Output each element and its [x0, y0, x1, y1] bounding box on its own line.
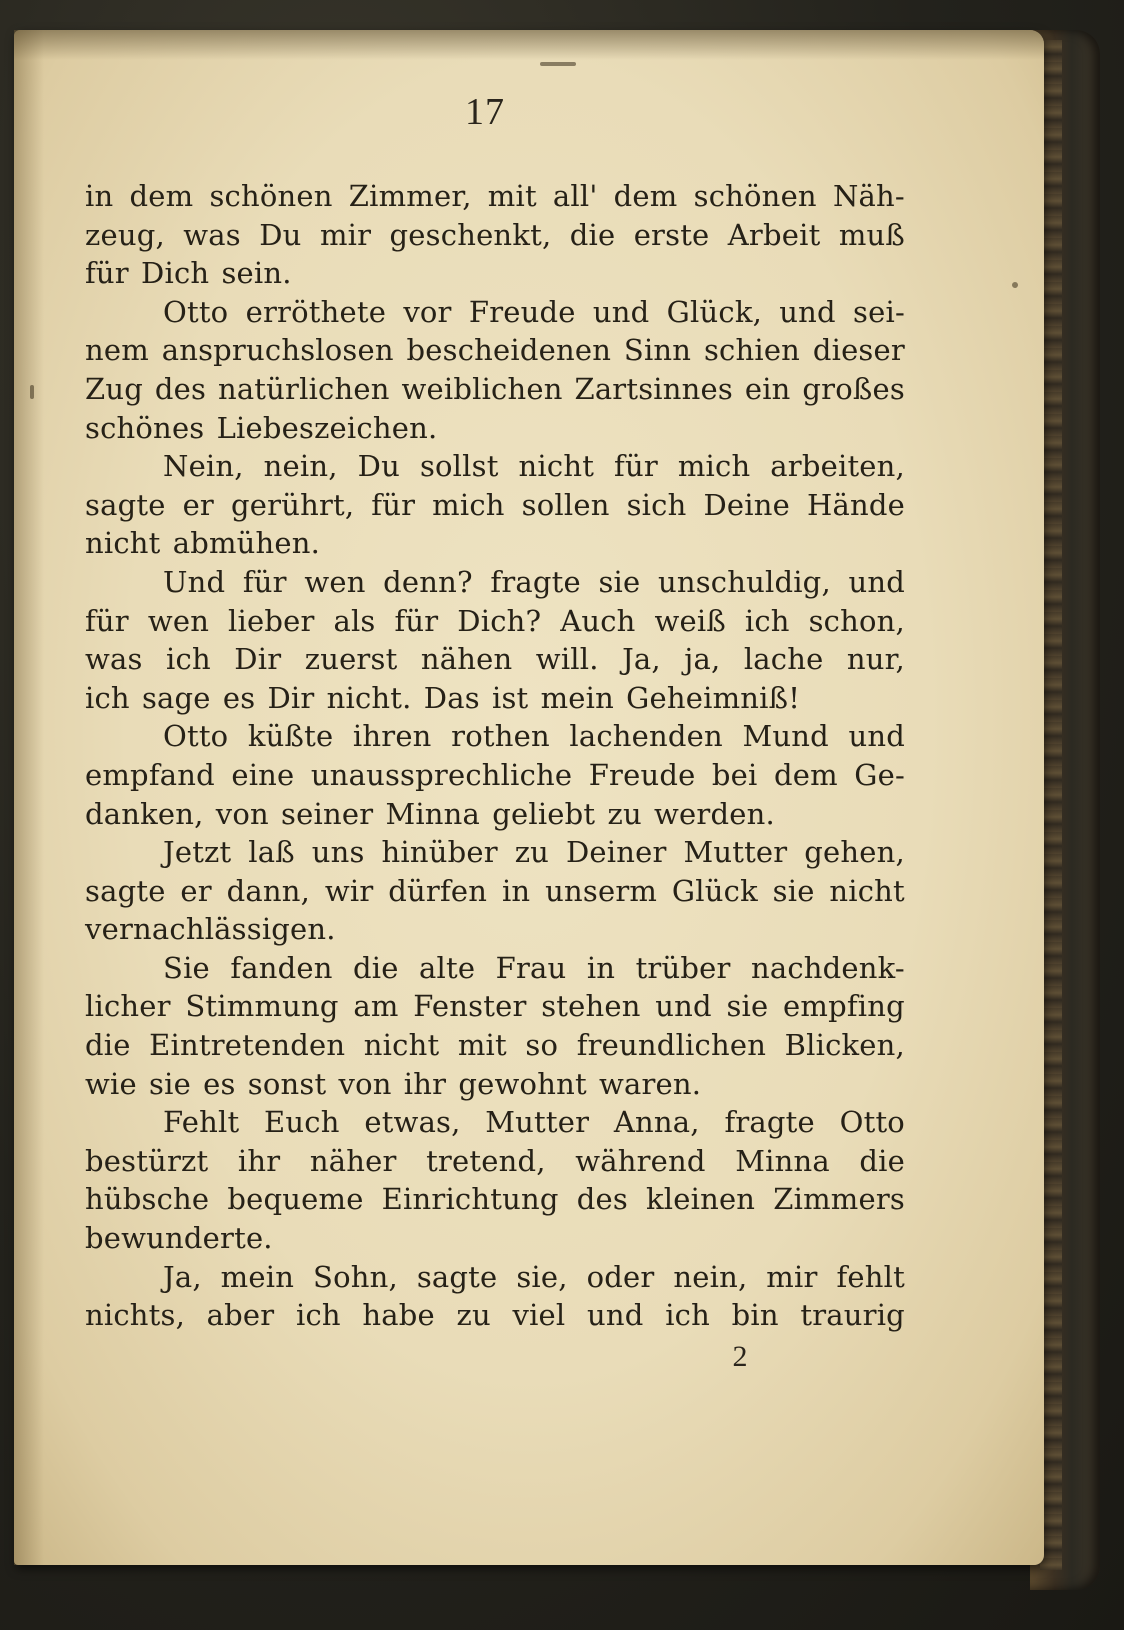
word: schien — [703, 333, 801, 368]
word: die — [353, 950, 399, 985]
word: geschenkt, — [389, 217, 552, 252]
word: trüber — [635, 950, 731, 985]
word: die — [85, 1028, 131, 1063]
word: waren. — [598, 1066, 702, 1101]
text-line — [85, 602, 905, 641]
word: natürlichen — [217, 371, 390, 406]
word: dem — [773, 757, 838, 792]
word: empfing — [783, 989, 905, 1024]
word: anspruchslosen — [161, 333, 394, 368]
word: dem — [129, 179, 194, 213]
word: die — [859, 1143, 905, 1178]
word: nur, — [846, 642, 905, 677]
word: ich — [166, 642, 211, 677]
word: des — [576, 1182, 628, 1217]
word: freundlichen — [576, 1028, 767, 1063]
word: Mutter — [485, 1105, 590, 1140]
word: vor — [403, 294, 452, 329]
word: nicht — [85, 526, 161, 561]
signature-mark: 2 — [732, 1340, 748, 1373]
word: ich — [665, 1298, 710, 1333]
word: und — [779, 294, 836, 329]
text-line — [85, 216, 905, 255]
word: sagte — [416, 1259, 498, 1294]
word: hinüber — [381, 835, 498, 870]
word: für — [614, 449, 658, 484]
word: von — [338, 1066, 392, 1101]
word: ihr — [237, 1143, 281, 1178]
word: des — [154, 371, 207, 406]
word: ich — [295, 1298, 341, 1333]
word: sein. — [221, 256, 292, 291]
word: vernachlässigen. — [85, 912, 336, 947]
word: wir — [324, 873, 374, 908]
word: Frau — [495, 950, 567, 985]
word: arbeiten, — [770, 449, 905, 484]
word: werden. — [654, 796, 775, 831]
text-line — [85, 795, 905, 834]
word: näher — [309, 1143, 397, 1178]
word: aber — [206, 1298, 275, 1333]
word: Euch — [264, 1105, 340, 1140]
word: gewohnt — [458, 1066, 587, 1101]
word: Anna, — [613, 1105, 700, 1140]
word: sie, — [516, 1259, 568, 1294]
word: so — [525, 1028, 559, 1063]
page-number: 17 — [465, 91, 505, 133]
word: gehen, — [804, 835, 905, 870]
word: Jetzt — [163, 835, 232, 870]
word: sagte — [85, 873, 166, 908]
word: für — [85, 256, 129, 291]
word: abmühen. — [172, 526, 321, 561]
word: schönen — [693, 179, 817, 213]
text-line — [85, 563, 905, 602]
word: für — [371, 487, 416, 522]
text-line — [85, 1180, 905, 1219]
word: Nein, — [163, 449, 244, 484]
paper-blemish — [1012, 282, 1018, 288]
text-line — [85, 447, 905, 486]
word: lieber — [228, 603, 315, 638]
word: was — [85, 642, 143, 677]
word: sich — [626, 487, 687, 522]
word: wen — [304, 564, 366, 599]
word: Fehlt — [163, 1105, 240, 1140]
word: bescheidenen — [406, 333, 612, 368]
word: geliebt — [492, 796, 596, 831]
word: wen — [147, 603, 210, 638]
word: traurig — [800, 1298, 905, 1333]
word: mich — [432, 487, 505, 522]
word: Eintretenden — [149, 1028, 346, 1063]
word: für — [394, 603, 439, 638]
word: ich — [744, 603, 790, 638]
text-line — [85, 1103, 905, 1142]
word: dem — [613, 179, 678, 213]
text-line — [85, 872, 905, 911]
word: Minna — [735, 1143, 830, 1178]
word: mein — [540, 680, 614, 715]
text-line — [85, 254, 905, 293]
word: Du — [357, 449, 400, 484]
word: als — [333, 603, 376, 638]
word: laß — [248, 835, 295, 870]
word: ein — [744, 371, 791, 406]
word: alte — [419, 950, 476, 985]
word: lache — [743, 642, 824, 677]
word: Ge- — [854, 757, 905, 792]
word: eine — [231, 757, 295, 792]
word: erste — [633, 217, 710, 252]
word: Sinn — [623, 333, 692, 368]
word: licher — [85, 989, 171, 1024]
word: Zug — [85, 371, 143, 406]
word: sagte — [85, 487, 166, 522]
word: Auch — [560, 603, 636, 638]
word: und — [655, 989, 712, 1024]
word: bei — [711, 757, 758, 792]
word: viel — [512, 1298, 566, 1333]
word: nicht — [518, 449, 595, 484]
word: ihr — [403, 1066, 447, 1101]
word: nem — [85, 333, 149, 368]
text-line — [85, 1065, 905, 1104]
word: schönes — [85, 410, 205, 445]
paper-blemish — [30, 385, 34, 399]
word: mir — [319, 217, 372, 252]
word: Sie — [163, 950, 210, 985]
word: sollst — [419, 449, 499, 484]
word: mit — [487, 179, 537, 213]
word: küßte — [247, 719, 334, 754]
word: Dir — [267, 680, 315, 715]
text-line — [85, 1026, 905, 1065]
word: hübsche — [85, 1182, 210, 1217]
word: nichts, — [85, 1298, 186, 1333]
word: sie — [772, 873, 815, 908]
word: gerührt, — [231, 487, 355, 522]
word: Deiner — [565, 835, 667, 870]
word: denn? — [383, 564, 473, 599]
text-line — [85, 910, 905, 949]
word: Mutter — [683, 835, 788, 870]
word: Blicken, — [784, 1028, 905, 1063]
word: rothen — [451, 719, 550, 754]
word: für — [85, 603, 129, 638]
word: weiblichen — [401, 371, 563, 406]
word: nicht — [829, 873, 905, 908]
word: Glück, — [666, 294, 763, 329]
text-line — [85, 1258, 905, 1297]
word: nein, — [673, 1259, 748, 1294]
word: mir — [766, 1259, 818, 1294]
word: Ja, — [622, 642, 661, 677]
word: Dich — [141, 256, 210, 291]
text-line — [85, 717, 905, 756]
word: nein, — [263, 449, 338, 484]
text-line — [85, 987, 905, 1026]
word: während — [575, 1143, 706, 1178]
word: in — [85, 179, 114, 213]
body-text — [85, 177, 905, 1335]
text-line — [85, 486, 905, 525]
word: empfand — [85, 757, 215, 792]
word: mich — [677, 449, 751, 484]
word: nähen — [420, 642, 513, 677]
word: Freude — [468, 294, 576, 329]
text-line — [85, 293, 905, 332]
word: am — [353, 989, 399, 1024]
word: zu — [456, 1298, 491, 1333]
word: bewunderte. — [85, 1221, 273, 1256]
word: muß — [838, 217, 905, 252]
word: Otto — [163, 719, 229, 754]
word: dann, — [226, 873, 311, 908]
word: die — [569, 217, 616, 252]
word: fragte — [490, 564, 581, 599]
word: Zimmers — [773, 1182, 905, 1217]
word: mein — [220, 1259, 295, 1294]
word: Arbeit — [727, 217, 821, 252]
word: von — [215, 796, 269, 831]
word: Das — [423, 680, 480, 715]
word: zeug, — [85, 217, 165, 252]
word: seiner — [281, 796, 374, 831]
word: sie — [598, 564, 641, 599]
word: in — [586, 950, 616, 985]
page-top-shadow — [14, 30, 1044, 60]
word: uns — [311, 835, 365, 870]
word: sie — [726, 989, 769, 1024]
word: für — [242, 564, 287, 599]
word: Dir — [234, 642, 282, 677]
word: zuerst — [304, 642, 398, 677]
word: fanden — [230, 950, 333, 985]
word: etwas, — [364, 1105, 461, 1140]
word: Otto — [163, 294, 229, 329]
word: wie — [85, 1066, 137, 1101]
word: fehlt — [836, 1259, 905, 1294]
word: Einrichtung — [381, 1182, 559, 1217]
word: und — [848, 564, 905, 599]
word: sage — [141, 680, 211, 715]
word: nicht. — [326, 680, 412, 715]
word: zu — [607, 796, 642, 831]
word: nachdenk- — [750, 950, 905, 985]
text-line — [85, 949, 905, 988]
word: Mund — [742, 719, 829, 754]
word: lachenden — [569, 719, 723, 754]
text-line — [85, 331, 905, 370]
word: zu — [514, 835, 550, 870]
word: schönen — [209, 179, 333, 213]
text-line — [85, 679, 905, 718]
word: fragte — [724, 1105, 815, 1140]
word: Otto — [839, 1105, 905, 1140]
word: unserm — [545, 873, 658, 908]
text-line — [85, 1142, 905, 1181]
word: Zimmer, — [348, 179, 472, 213]
word: nicht — [363, 1028, 440, 1063]
text-line — [85, 756, 905, 795]
word: und — [592, 294, 650, 329]
word: sollen — [521, 487, 610, 522]
word: oder — [586, 1259, 655, 1294]
page-gutter-shadow — [14, 30, 44, 1565]
word: dieser — [812, 333, 905, 368]
word: ich — [85, 680, 130, 715]
word: Ja, — [163, 1259, 202, 1294]
word: Stimmung — [185, 989, 339, 1024]
text-line — [85, 640, 905, 679]
word: er — [180, 873, 212, 908]
word: unschuldig, — [657, 564, 831, 599]
word: kleinen — [645, 1182, 756, 1217]
word: dürfen — [388, 873, 488, 908]
text-line — [85, 370, 905, 409]
word: Näh- — [832, 179, 905, 213]
word: ist — [491, 680, 529, 715]
word: Liebeszeichen. — [216, 410, 438, 445]
word: Deine — [703, 487, 791, 522]
text-line — [85, 524, 905, 563]
word: großes — [802, 371, 905, 406]
word: es — [222, 680, 256, 715]
word: er — [182, 487, 214, 522]
word: Fenster — [413, 989, 527, 1024]
word: habe — [362, 1298, 435, 1333]
word: unaussprechliche — [310, 757, 573, 792]
word: es — [203, 1066, 236, 1101]
word: schon, — [808, 603, 905, 638]
text-line — [85, 833, 905, 872]
word: danken, — [85, 796, 204, 831]
word: will. — [535, 642, 599, 677]
word: Du — [259, 217, 302, 252]
word: und — [848, 719, 905, 754]
word: Glück — [671, 873, 758, 908]
word: in — [501, 873, 531, 908]
word: bestürzt — [85, 1143, 209, 1178]
word: ja, — [684, 642, 721, 677]
word: Dich? — [457, 603, 542, 638]
word: Geheimniß! — [626, 680, 801, 715]
text-line — [85, 177, 905, 216]
word: mit — [457, 1028, 507, 1063]
word: sonst — [247, 1066, 327, 1101]
word: und — [587, 1298, 644, 1333]
word: bequeme — [227, 1182, 364, 1217]
text-line — [85, 1296, 905, 1335]
word: Zartsinnes — [574, 371, 733, 406]
text-line — [85, 1219, 905, 1258]
word: all' — [552, 179, 598, 213]
word: Und — [163, 564, 226, 599]
word: bin — [731, 1298, 779, 1333]
word: ihren — [352, 719, 432, 754]
word: was — [183, 217, 241, 252]
text-line — [85, 409, 905, 448]
word: stehen — [541, 989, 641, 1024]
paper-blemish — [540, 62, 576, 66]
word: Minna — [385, 796, 481, 831]
word: Sohn, — [313, 1259, 398, 1294]
word: tretend, — [426, 1143, 546, 1178]
word: sei- — [853, 294, 905, 329]
word: weiß — [654, 603, 726, 638]
word: Freude — [588, 757, 696, 792]
word: erröthete — [245, 294, 387, 329]
word: sie — [149, 1066, 191, 1101]
word: Hände — [807, 487, 905, 522]
